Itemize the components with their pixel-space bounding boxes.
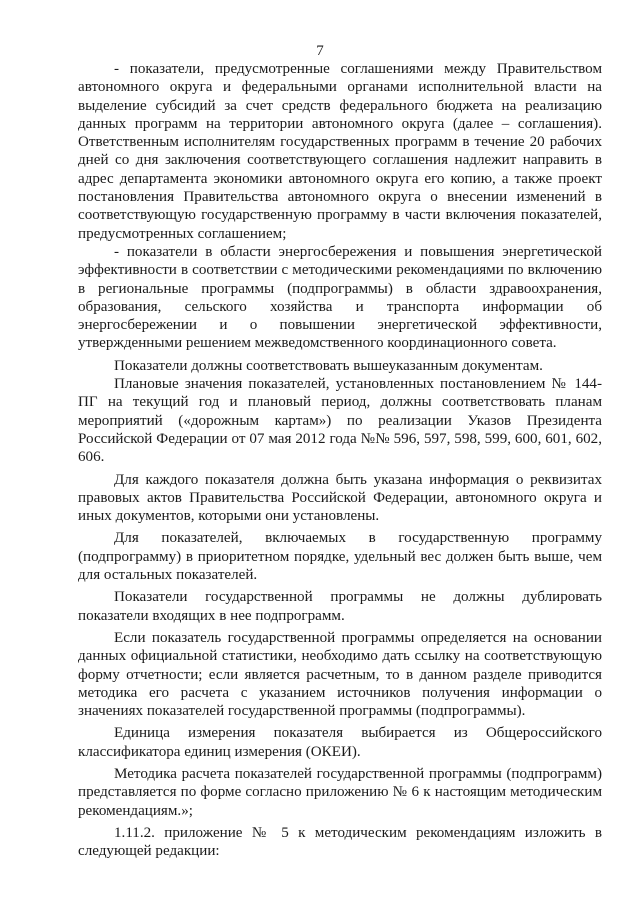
paragraph-planned-values: Плановые значения показателей, установленных постановлением № 144-ПГ на текущий год и плановый период, должны соответствовать планам мероприятий («дорожным картам») по реализации Указов Президента Российской Федерации от 07 мая 2012 года №№ 596, 597, 598, 599, 600, 601, 602, 606. <box>78 376 602 466</box>
document-body <box>78 60 602 860</box>
paragraph-priority-weight: Для показателей, включаемых в государственную программу (подпрограмму) в приоритетном порядке, удельный вес должен быть выше, чем для остальных показателей. <box>78 530 602 584</box>
paragraph-calculation-form: Методика расчета показателей государственной программы (подпрограмм) представляется по форме согласно приложению № 6 к настоящим методическим рекомендациям.»; <box>78 765 602 819</box>
paragraph-appendix-5: 1.11.2. приложение № 5 к методическим рекомендациям изложить в следующей редакции: <box>78 824 602 860</box>
paragraph-no-duplication: Показатели государственной программы не должны дублировать показатели входящих в нее подпрограмм. <box>78 589 602 624</box>
paragraph-indicators-agreements: - показатели, предусмотренные соглашениями между Правительством автономного округа и федеральными органами исполнительной власти на выделение субсидий за счет средств федерального бюджета на реализацию данных программ на территории автономного округа (далее – соглашения). Ответственным исполнителям государственных программ в течение 20 рабочих дней со дня заключения соответствующего соглашения надлежит направить в адрес департамента экономики автономного округа его копию, а также проект постановления Правительства автономного округа о внесении изменений в соответствующую государственную программу в части включения показателей, предусмотренных соглашением; <box>78 61 602 242</box>
paragraph-indicators-energy: - показатели в области энергосбережения и повышения энергетической эффективности в соответствии с методическими рекомендациями по включению в региональные программы (подпрограммы) в области здравоохранения, образования, сельского хозяйства и транспорта информации об энергосбережении и о повышении энергетической эффективности, утвержденными решением межведомственного координационного совета. <box>78 243 602 352</box>
paragraph-conformity: Показатели должны соответствовать вышеуказанным документам. <box>114 357 543 374</box>
paragraph-statistics-methodology: Если показатель государственной программы определяется на основании данных официальной статистики, необходимо дать ссылку на соответствующую форму отчетности; если является расчетным, то в данном разделе приводится методика его расчета с указанием источников получения информации о значениях показателей государственной программы (подпрограммы). <box>78 629 602 720</box>
paragraph-legal-acts: Для каждого показателя должна быть указана информация о реквизитах правовых актов Правительства Российской Федерации, автономного округа и иных документов, которыми они установлены. <box>78 471 602 525</box>
paragraph-okei-unit: Единица измерения показателя выбирается из Общероссийского классификатора единиц измерения (ОКЕИ). <box>78 725 602 760</box>
page-number: 7 <box>316 43 324 59</box>
